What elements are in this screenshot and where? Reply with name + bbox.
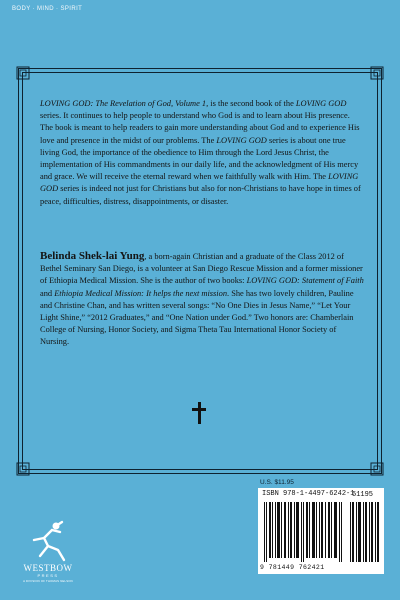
price-code: 51195 xyxy=(352,491,374,499)
bio-text: . She has two lovely children, Pauline and Christine Chan, and has written several songs: “No One Dies in Jesus Name,” “Let Your Light Shine,” “2012 Graduates,” and “One Nation under God.” Two honors are: Chamberlain College of Nursing, Honor Society, and Sigma Theta Tau International Honor Society of Nursing. xyxy=(40,288,354,347)
book-title: LOVING GOD: The Revelation of God, Volume 1, xyxy=(40,99,209,108)
series-name: LOVING GOD xyxy=(216,135,267,145)
book-description xyxy=(40,98,364,208)
publisher-name: WESTBOW xyxy=(23,563,73,573)
frame-corner-ornament xyxy=(16,462,30,476)
frame-corner-ornament xyxy=(370,66,384,80)
addon-barcode-bars xyxy=(350,502,380,562)
author-bio xyxy=(40,250,364,349)
description-text: series. It continues to help people to understand who God is and to learn about His presence. The book is meant to help readers to gain more understanding about God and to experience His love and presence in the midst of our problems. The xyxy=(40,111,360,145)
isbn-number: ISBN 978-1-4497-6242-1 xyxy=(262,490,355,498)
series-name: LOVING GOD xyxy=(40,172,359,194)
frame-corner-ornament xyxy=(370,462,384,476)
description-text: is the second book of the xyxy=(208,99,296,108)
frame-corner-ornament xyxy=(16,66,30,80)
isbn-barcode xyxy=(258,488,384,574)
author-name: Belinda Shek-lai Yung xyxy=(40,250,145,262)
description-text: series is about one true living God, the importance of the obedience to Him through the Lord Jesus Christ, the implementation of His commandments in our daily life, and the acknowledgment of His mercy and grace. We will receive the eternal reward when we faithfully walk with Him. The xyxy=(40,135,359,182)
publisher-division: A DIVISION OF THOMAS NELSON xyxy=(23,579,73,583)
series-name: LOVING GOD xyxy=(295,99,347,108)
barcode-bars xyxy=(262,502,346,562)
publisher-logo xyxy=(18,520,78,594)
description-text: series is indeed not just for Christians but also for non-Christians to have hope in times of peace, difficulties, distress, disappointments, or disaster. xyxy=(40,184,361,206)
category-label: BODY · MIND · SPIRIT xyxy=(12,6,83,12)
book-title: Ethiopia Medical Mission: It helps the next mission xyxy=(54,288,228,298)
publisher-press: PRESS xyxy=(37,573,59,578)
ean-number: 9 781449 762421 xyxy=(260,564,325,571)
bio-text: and xyxy=(40,288,55,298)
price-label: U.S. $11.95 xyxy=(260,479,294,486)
cross-icon xyxy=(192,402,206,424)
runner-icon xyxy=(26,520,70,562)
book-title: LOVING GOD: Statement of Faith xyxy=(246,276,364,286)
bio-text: , a born-again Christian and a graduate of the Class 2012 of Bethel Seminary San Diego, is a volunteer at San Diego Rescue Mission and a former missioner of Ethiopia Medical Mission. She is the author of two books: xyxy=(40,252,363,286)
